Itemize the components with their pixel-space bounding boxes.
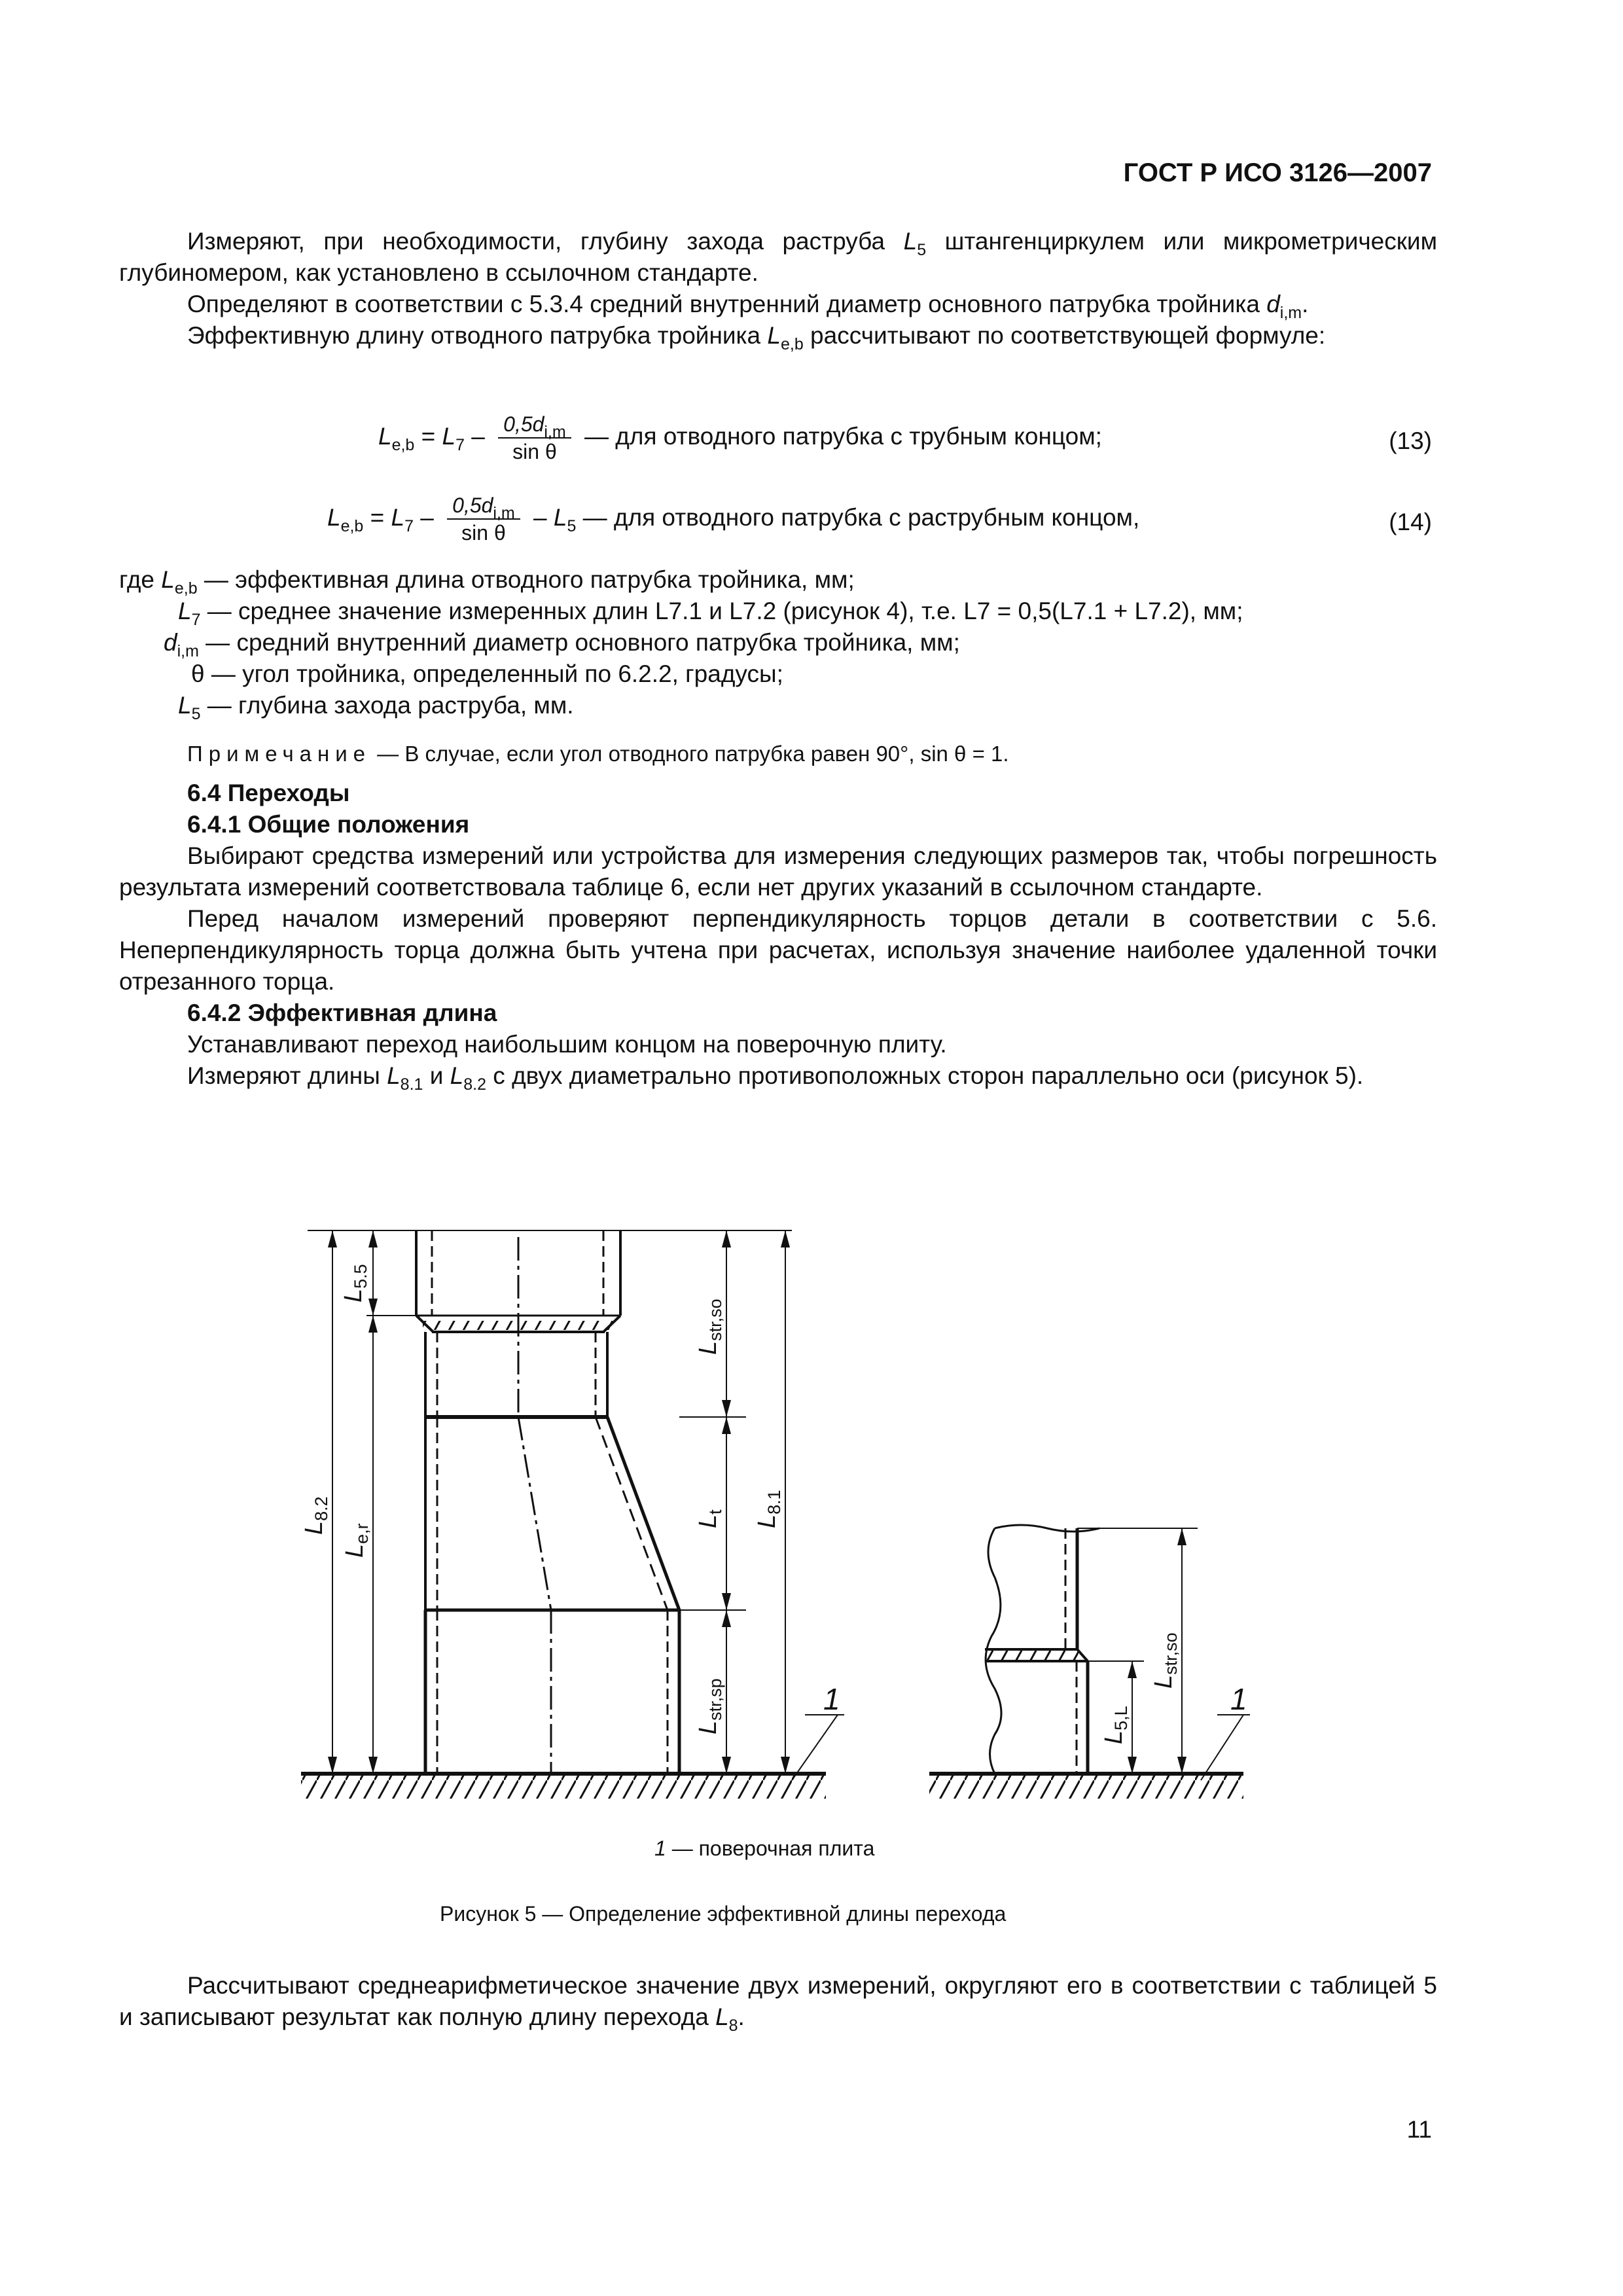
label-L8-2: $L_{8.2}$ — [300, 1496, 331, 1535]
formula-14-fraction: $\frac{0,5d_{i,m}}{\text{sin θ}}$ — [447, 492, 520, 546]
label-Lstr-so: $L_{str,so}$ — [694, 1299, 725, 1355]
paragraph-mean-diameter: Определяют в соответствии с 5.3.4 средний внутренний диаметр основного патрубка тройника $d_{i,m}$. — [187, 291, 1309, 322]
label-Le-r: $L_{e,r}$ — [341, 1523, 372, 1558]
formula-14-number: (14) — [1389, 509, 1432, 535]
label-Lt: $L_t$ — [694, 1509, 725, 1528]
formula-13-number: (13) — [1389, 427, 1432, 454]
formula-13: $L_{e,b} = L_7$ – $\frac{0,5d_{i,m}}{\text{sin θ}}$ — для отводного патрубка с трубным концом; — [378, 412, 1102, 463]
paragraph-perpendicularity: Перед началом измерений проверяют перпендикулярность торцов детали в соответствии с 5.6. Неперпендикулярность торца должна быть учтена при расчетах, используя значение наиболее удаленной точки отрезанного торца. — [119, 905, 1437, 995]
where-item: $L_5$ — глубина захода раструба, мм. — [178, 692, 574, 723]
label-Lstr-sp: $L_{str,sp}$ — [694, 1678, 725, 1734]
figure-caption: Рисунок 5 — Определение эффективной длины перехода — [440, 1902, 1007, 1926]
subsection-title: 6.4.2 Эффективная длина — [187, 999, 497, 1026]
where-item: где $L_{e,b}$ — эффективная длина отводного патрубка тройника, мм; — [119, 566, 855, 598]
page-number: 11 — [1406, 2116, 1432, 2143]
label-Lstr-so-detail: $L_{str,so}$ — [1150, 1632, 1181, 1689]
label-L5-5: $L_{5.5}$ — [340, 1264, 370, 1302]
standard-header: ГОСТ Р ИСО 3126—2007 — [1123, 158, 1432, 187]
callout-1-left: 1 — [823, 1682, 840, 1716]
formula-14: $L_{e,b} = L_7$ – $\frac{0,5d_{i,m}}{\text{sin θ}}$ – $L_5$ — для отводного патрубка с раструбным концом, — [327, 493, 1140, 545]
paragraph-socket-depth: Измеряют, при необходимости, глубину захода раструба $L_5$ штангенциркулем или микрометрическим глубиномером, как установлено в ссылочном стандарте. — [119, 228, 1438, 286]
where-item: θ — угол тройника, определенный по 6.2.2, градусы; — [191, 660, 783, 687]
closing-paragraph: Рассчитывают среднеарифметическое значение двух измерений, округляют его в соответствии с таблицей 5 и записывают результат как полную длину перехода $L_8$. — [119, 1972, 1437, 2035]
where-item: $L_7$ — среднее значение измеренных длин L7.1 и L7.2 (рисунок 4), т.е. L7 = 0,5(L7.1 + L7.2), мм; — [178, 598, 1243, 629]
paragraph-general: Выбирают средства измерений или устройства для измерения следующих размеров так, чтобы погрешность результата измерений соответствовала таблице 6, если нет других указаний в ссылочном стандарте. — [119, 842, 1437, 901]
paragraph-placement: Устанавливают переход наибольшим концом на поверочную плиту. — [187, 1031, 947, 1058]
section-title: 6.4 Переходы — [187, 780, 350, 806]
paragraph-measure-lengths: Измеряют длины $L_{8.1}$ и $L_{8.2}$ с двух диаметрально противоположных сторон параллельно оси (рисунок 5). — [187, 1062, 1364, 1094]
note: Примечание — В случае, если угол отводного патрубка равен 90°, sin θ = 1. — [187, 742, 1009, 766]
where-item: $d_{i,m}$ — средний внутренний диаметр основного патрубка тройника, мм; — [164, 629, 960, 660]
formula-13-fraction: $\frac{0,5d_{i,m}}{\text{sin θ}}$ — [498, 411, 571, 465]
figure-legend: 1 — поверочная плита — [654, 1837, 875, 1860]
paragraph-effective-length: Эффективную длину отводного патрубка тройника $L_{e,b}$ рассчитывают по соответствующей формуле: — [187, 322, 1326, 353]
label-L5-L: $L_{5,L}$ — [1100, 1706, 1131, 1744]
subsection-title: 6.4.1 Общие положения — [187, 811, 470, 838]
label-L8-1: $L_{8.1}$ — [753, 1490, 784, 1528]
callout-1-right: 1 — [1230, 1682, 1247, 1716]
